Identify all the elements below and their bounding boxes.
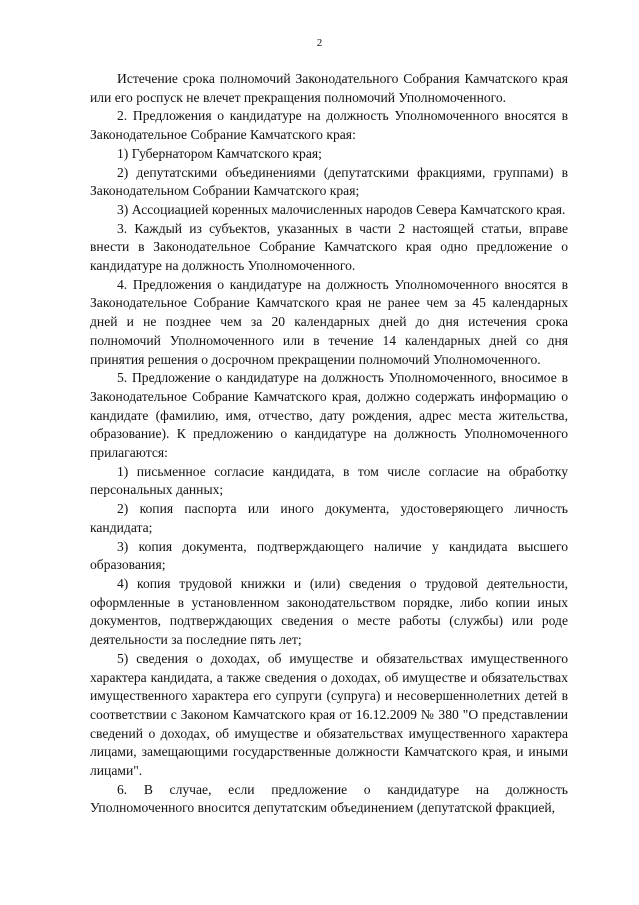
paragraph-14: 6. В случае, если предложение о кандидатуре на должность Уполномоченного вносится депутатским объединением (депутатской фракцией, (90, 781, 568, 816)
paragraph-13: 5) сведения о доходах, об имуществе и обязательствах имущественного характера кандидата, а также сведения о доходах, об имуществе и обязательствах имущественного характера его супруги (супруга) и несовершеннолетних детей в соответствии с Законом Камчатского края от 16.12.2009 № 380 "О представлении сведений о доходах, об имуществе и обязательствах имущественного характера лицами, замещающими государственные должности Камчатского края, и иными лицами". (90, 650, 568, 779)
paragraph-11: 3) копия документа, подтверждающего наличие у кандидата высшего образования; (90, 538, 568, 573)
paragraph-7: 4. Предложения о кандидатуре на должность Уполномоченного вносятся в Законодательное Собрание Камчатского края не ранее чем за 45 календарных дней и не позднее чем за 20 календарных дней до дня истечения срока полномочий Уполномоченного или в течение 14 календарных дней со дня принятия решения о досрочном прекращении полномочий Уполномоченного. (90, 276, 568, 367)
paragraph-8: 5. Предложение о кандидатуре на должность Уполномоченного, вносимое в Законодательное Собрание Камчатского края, должно содержать информацию о кандидате (фамилию, имя, отчество, дату рождения, адрес места жительства, образование). К предложению о кандидатуре на должность Уполномоченного прилагаются: (90, 370, 568, 461)
document-body (90, 70, 568, 818)
paragraph-4: 2) депутатскими объединениями (депутатскими фракциями, группами) в Законодательном Собрании Камчатского края; (90, 164, 568, 199)
paragraph-12: 4) копия трудовой книжки и (или) сведения о трудовой деятельности, оформленные в установленном законодательством порядке, либо копии иных документов, подтверждающих сведения о месте работы (службы) или роде деятельности за последние пять лет; (90, 575, 568, 648)
paragraph-10: 2) копия паспорта или иного документа, удостоверяющего личность кандидата; (90, 501, 568, 535)
paragraph-2: 2. Предложения о кандидатуре на должность Уполномоченного вносятся в Законодательное Собрание Камчатского края: (90, 108, 568, 143)
paragraph-6: 3. Каждый из субъектов, указанных в части 2 настоящей статьи, вправе внести в Законодательное Собрание Камчатского края одно предложение о кандидатуре на должность Уполномоченного. (90, 220, 568, 274)
paragraph-3: 1) Губернатором Камчатского края; (117, 145, 322, 161)
paragraph-1: Истечение срока полномочий Законодательного Собрания Камчатского края или его роспуск не влечет прекращения полномочий Уполномоченного. (90, 71, 568, 105)
paragraph-5: 3) Ассоциацией коренных малочисленных народов Севера Камчатского края. (117, 201, 566, 217)
page-number: 2 (316, 37, 323, 49)
paragraph-9: 1) письменное согласие кандидата, в том числе согласие на обработку персональных данных; (90, 463, 568, 498)
